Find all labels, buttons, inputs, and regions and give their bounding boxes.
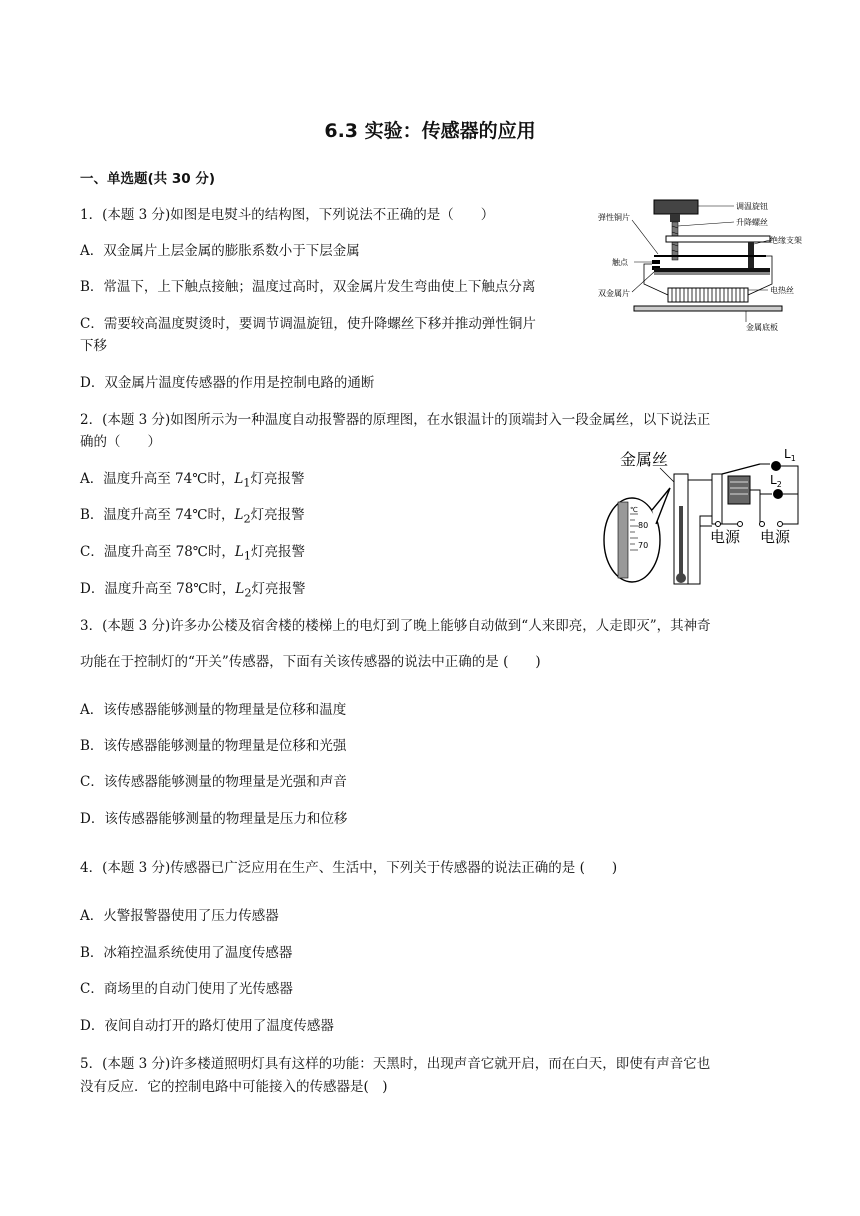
q3-option-c[interactable]: C．该传感器能够测量的物理量是光强和声音	[80, 774, 347, 790]
temperature-alarm-figure	[600, 444, 806, 590]
q4-option-d[interactable]: D．夜间自动打开的路灯使用了温度传感器	[80, 1018, 334, 1034]
q4-stem: 4．(本题 3 分)传感器已广泛应用在生产、生活中，下列关于传感器的说法正确的是 ( )	[80, 860, 618, 876]
label-screw: 升降螺丝	[736, 218, 768, 227]
q5-stem: 5．(本题 3 分)许多楼道照明灯具有这样的功能：天黑时，出现声音它就开启，而在白天，即使有声音它也	[80, 1056, 711, 1072]
q4-option-b[interactable]: B．冰箱控温系统使用了温度传感器	[80, 945, 293, 961]
label-copper: 弹性铜片	[598, 213, 630, 222]
section-heading: 一、单选题(共 30 分)	[80, 171, 216, 187]
label-70: 70	[638, 541, 649, 550]
label-contact: 触点	[612, 258, 628, 267]
label-heater: 电热丝	[770, 286, 794, 295]
q1-stem: 1．(本题 3 分)如图是电熨斗的结构图，下列说法不正确的是（ ）	[80, 207, 495, 223]
label-support: 绝缘支架	[770, 236, 802, 245]
q2-stem-cont: 确的（ ）	[80, 434, 161, 450]
label-80: 80	[638, 521, 649, 530]
q3-option-d[interactable]: D．该传感器能够测量的物理量是压力和位移	[80, 811, 348, 827]
q1-option-b[interactable]: B．常温下，上下触点接触；温度过高时，双金属片发生弯曲使上下触点分离	[80, 279, 536, 295]
label-source-1: 电源	[710, 528, 741, 546]
q3-option-b[interactable]: B．该传感器能够测量的物理量是位移和光强	[80, 738, 347, 754]
q1-option-a[interactable]: A．双金属片上层金属的膨胀系数小于下层金属	[80, 243, 360, 259]
label-l1: $L_1$	[784, 447, 796, 463]
label-bimetal: 双金属片	[598, 289, 630, 298]
q3-stem-cont: 功能在于控制灯的“开关”传感器，下面有关该传感器的说法中正确的是 ( )	[80, 654, 541, 670]
iron-structure-figure	[596, 196, 806, 344]
page-title: 6.3 实验：传感器的应用	[324, 120, 536, 142]
q4-option-a[interactable]: A．火警报警器使用了压力传感器	[80, 908, 279, 924]
label-knob: 调温旋钮	[736, 202, 768, 211]
q3-option-a[interactable]: A．该传感器能够测量的物理量是位移和温度	[80, 702, 347, 718]
label-base: 金属底板	[746, 323, 778, 332]
q5-stem-cont: 没有反应．它的控制电路中可能接入的传感器是( )	[80, 1079, 388, 1095]
q2-option-b[interactable]: B．温度升高至 74℃时，$L_2$灯亮报警	[80, 507, 305, 526]
label-source-2: 电源	[760, 528, 791, 546]
q1-option-c[interactable]: C．需要较高温度熨烫时，要调节调温旋钮，使升降螺丝下移并推动弹性铜片	[80, 316, 536, 332]
q1-option-c-cont: 下移	[80, 338, 107, 354]
label-wire: 金属丝	[620, 450, 669, 469]
q4-option-c[interactable]: C．商场里的自动门使用了光传感器	[80, 981, 293, 997]
q3-stem: 3．(本题 3 分)许多办公楼及宿舍楼的楼梯上的电灯到了晚上能够自动做到“人来即亮，人走即灭”，其神奇	[80, 618, 711, 634]
label-l2: $L_2$	[770, 473, 782, 489]
q2-option-a[interactable]: A．温度升高至 74℃时，$L_1$灯亮报警	[80, 471, 305, 490]
q2-option-d[interactable]: D．温度升高至 78℃时，$L_2$灯亮报警	[80, 581, 306, 600]
label-celsius: ℃	[630, 506, 638, 514]
q2-option-c[interactable]: C．温度升高至 78℃时，$L_1$灯亮报警	[80, 544, 306, 563]
q1-option-d[interactable]: D．双金属片温度传感器的作用是控制电路的通断	[80, 375, 375, 391]
q2-stem: 2．(本题 3 分)如图所示为一种温度自动报警器的原理图，在水银温计的顶端封入一段金属丝，以下说法正	[80, 412, 711, 428]
